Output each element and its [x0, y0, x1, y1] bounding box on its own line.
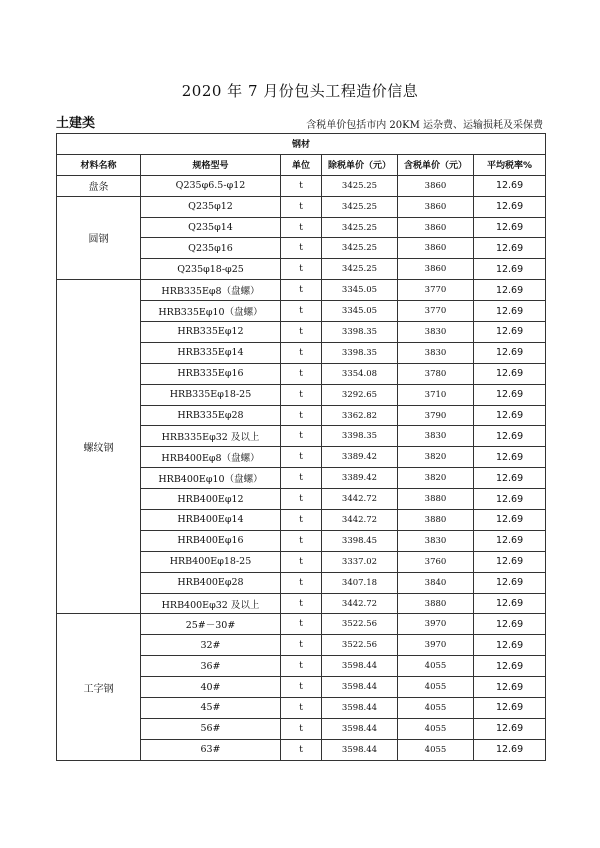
spec-cell: HRB335Eφ16 — [141, 363, 281, 384]
unit-cell: t — [281, 363, 322, 384]
price-ex-tax-cell: 3398.35 — [322, 322, 398, 343]
table-row — [57, 196, 546, 217]
price-ex-tax-cell: 3362.82 — [322, 405, 398, 426]
spec-cell: 25#－30# — [141, 614, 281, 635]
price-inc-tax-cell: 3880 — [398, 593, 474, 614]
section-note: 含税单价包括市内 20KM 运杂费、运输损耗及采保费 — [306, 120, 543, 131]
price-ex-tax-cell: 3598.44 — [322, 656, 398, 677]
tax-rate-cell: 12.69 — [474, 405, 546, 426]
price-inc-tax-cell: 3880 — [398, 489, 474, 510]
unit-cell: t — [281, 656, 322, 677]
price-inc-tax-cell: 3860 — [398, 217, 474, 238]
unit-cell: t — [281, 322, 322, 343]
table-row — [57, 280, 546, 301]
tax-rate-cell: 12.69 — [474, 363, 546, 384]
price-inc-tax-cell: 3860 — [398, 196, 474, 217]
price-ex-tax-cell: 3425.25 — [322, 217, 398, 238]
price-ex-tax-cell: 3598.44 — [322, 698, 398, 719]
unit-cell: t — [281, 405, 322, 426]
table-row — [57, 175, 546, 196]
table-header-row — [57, 154, 546, 175]
page-title: 2020 年 7 月份包头工程造价信息 — [181, 82, 419, 100]
spec-cell: HRB400Eφ14 — [141, 510, 281, 531]
price-inc-tax-cell: 3820 — [398, 447, 474, 468]
unit-cell: t — [281, 217, 322, 238]
tax-rate-cell: 12.69 — [474, 426, 546, 447]
tax-rate-cell: 12.69 — [474, 280, 546, 301]
table-caption-row — [57, 134, 546, 155]
tax-rate-cell: 12.69 — [474, 175, 546, 196]
unit-cell: t — [281, 614, 322, 635]
unit-cell: t — [281, 739, 322, 760]
column-header: 材料名称 — [57, 154, 141, 175]
tax-rate-cell: 12.69 — [474, 510, 546, 531]
price-inc-tax-cell: 3820 — [398, 468, 474, 489]
unit-cell: t — [281, 301, 322, 322]
price-ex-tax-cell: 3522.56 — [322, 614, 398, 635]
price-inc-tax-cell: 3830 — [398, 530, 474, 551]
spec-cell: HRB400Eφ32 及以上 — [141, 593, 281, 614]
price-ex-tax-cell: 3522.56 — [322, 635, 398, 656]
material-name-cell: 工字钢 — [57, 614, 141, 760]
price-inc-tax-cell: 3770 — [398, 301, 474, 322]
unit-cell: t — [281, 510, 322, 531]
price-inc-tax-cell: 4055 — [398, 739, 474, 760]
unit-cell: t — [281, 677, 322, 698]
unit-cell: t — [281, 718, 322, 739]
tax-rate-cell: 12.69 — [474, 196, 546, 217]
price-ex-tax-cell: 3425.25 — [322, 259, 398, 280]
spec-cell: 45# — [141, 698, 281, 719]
spec-cell: 36# — [141, 656, 281, 677]
price-ex-tax-cell: 3598.44 — [322, 718, 398, 739]
tax-rate-cell: 12.69 — [474, 677, 546, 698]
unit-cell: t — [281, 468, 322, 489]
spec-cell: Q235φ12 — [141, 196, 281, 217]
price-inc-tax-cell: 4055 — [398, 656, 474, 677]
tax-rate-cell: 12.69 — [474, 739, 546, 760]
price-ex-tax-cell: 3292.65 — [322, 384, 398, 405]
tax-rate-cell: 12.69 — [474, 593, 546, 614]
price-inc-tax-cell: 3830 — [398, 322, 474, 343]
spec-cell: HRB400Eφ16 — [141, 530, 281, 551]
unit-cell: t — [281, 551, 322, 572]
price-ex-tax-cell: 3398.35 — [322, 342, 398, 363]
price-ex-tax-cell: 3425.25 — [322, 238, 398, 259]
spec-cell: HRB335Eφ10（盘螺） — [141, 301, 281, 322]
column-header: 平均税率% — [474, 154, 546, 175]
unit-cell: t — [281, 426, 322, 447]
price-inc-tax-cell: 3780 — [398, 363, 474, 384]
material-name-cell: 盘条 — [57, 175, 141, 196]
spec-cell: HRB335Eφ28 — [141, 405, 281, 426]
unit-cell: t — [281, 635, 322, 656]
price-inc-tax-cell: 3880 — [398, 510, 474, 531]
price-inc-tax-cell: 3830 — [398, 426, 474, 447]
table-body — [57, 175, 546, 760]
spec-cell: HRB400Eφ10（盘螺） — [141, 468, 281, 489]
tax-rate-cell: 12.69 — [474, 217, 546, 238]
price-inc-tax-cell: 4055 — [398, 677, 474, 698]
tax-rate-cell: 12.69 — [474, 635, 546, 656]
tax-rate-cell: 12.69 — [474, 238, 546, 259]
price-ex-tax-cell: 3345.05 — [322, 301, 398, 322]
spec-cell: HRB335Eφ12 — [141, 322, 281, 343]
tax-rate-cell: 12.69 — [474, 489, 546, 510]
spec-cell: 32# — [141, 635, 281, 656]
price-ex-tax-cell: 3337.02 — [322, 551, 398, 572]
spec-cell: 40# — [141, 677, 281, 698]
unit-cell: t — [281, 196, 322, 217]
price-ex-tax-cell: 3398.35 — [322, 426, 398, 447]
price-inc-tax-cell: 4055 — [398, 718, 474, 739]
price-inc-tax-cell: 3860 — [398, 175, 474, 196]
price-inc-tax-cell: 4055 — [398, 698, 474, 719]
section-label: 土建类 — [56, 116, 96, 131]
tax-rate-cell: 12.69 — [474, 698, 546, 719]
tax-rate-cell: 12.69 — [474, 468, 546, 489]
column-header: 规格型号 — [141, 154, 281, 175]
spec-cell: Q235φ18-φ25 — [141, 259, 281, 280]
unit-cell: t — [281, 572, 322, 593]
column-header: 单位 — [281, 154, 322, 175]
price-ex-tax-cell: 3442.72 — [322, 593, 398, 614]
tax-rate-cell: 12.69 — [474, 384, 546, 405]
tax-rate-cell: 12.69 — [474, 322, 546, 343]
price-ex-tax-cell: 3425.25 — [322, 196, 398, 217]
spec-cell: Q235φ14 — [141, 217, 281, 238]
price-ex-tax-cell: 3398.45 — [322, 530, 398, 551]
spec-cell: HRB400Eφ12 — [141, 489, 281, 510]
price-inc-tax-cell: 3760 — [398, 551, 474, 572]
price-inc-tax-cell: 3970 — [398, 635, 474, 656]
tax-rate-cell: 12.69 — [474, 572, 546, 593]
unit-cell: t — [281, 175, 322, 196]
spec-cell: HRB400Eφ28 — [141, 572, 281, 593]
unit-cell: t — [281, 384, 322, 405]
unit-cell: t — [281, 447, 322, 468]
unit-cell: t — [281, 259, 322, 280]
price-ex-tax-cell: 3598.44 — [322, 677, 398, 698]
price-ex-tax-cell: 3598.44 — [322, 739, 398, 760]
table-caption: 钢材 — [57, 134, 546, 155]
price-ex-tax-cell: 3354.08 — [322, 363, 398, 384]
unit-cell: t — [281, 238, 322, 259]
spec-cell: HRB335Eφ32 及以上 — [141, 426, 281, 447]
spec-cell: HRB335Eφ8（盘螺） — [141, 280, 281, 301]
price-ex-tax-cell: 3442.72 — [322, 489, 398, 510]
price-table — [56, 133, 546, 761]
tax-rate-cell: 12.69 — [474, 614, 546, 635]
tax-rate-cell: 12.69 — [474, 342, 546, 363]
material-name-cell: 圆钢 — [57, 196, 141, 280]
price-ex-tax-cell: 3442.72 — [322, 510, 398, 531]
spec-cell: Q235φ16 — [141, 238, 281, 259]
price-inc-tax-cell: 3770 — [398, 280, 474, 301]
price-inc-tax-cell: 3710 — [398, 384, 474, 405]
spec-cell: 63# — [141, 739, 281, 760]
price-inc-tax-cell: 3970 — [398, 614, 474, 635]
table-row — [57, 614, 546, 635]
unit-cell: t — [281, 280, 322, 301]
spec-cell: Q235φ6.5-φ12 — [141, 175, 281, 196]
spec-cell: HRB335Eφ18-25 — [141, 384, 281, 405]
price-inc-tax-cell: 3840 — [398, 572, 474, 593]
tax-rate-cell: 12.69 — [474, 530, 546, 551]
spec-cell: HRB400Eφ8（盘螺） — [141, 447, 281, 468]
price-ex-tax-cell: 3345.05 — [322, 280, 398, 301]
price-ex-tax-cell: 3407.18 — [322, 572, 398, 593]
tax-rate-cell: 12.69 — [474, 718, 546, 739]
price-inc-tax-cell: 3830 — [398, 342, 474, 363]
unit-cell: t — [281, 530, 322, 551]
spec-cell: HRB335Eφ14 — [141, 342, 281, 363]
spec-cell: HRB400Eφ18-25 — [141, 551, 281, 572]
unit-cell: t — [281, 698, 322, 719]
column-header: 含税单价（元） — [398, 154, 474, 175]
unit-cell: t — [281, 342, 322, 363]
price-ex-tax-cell: 3425.25 — [322, 175, 398, 196]
tax-rate-cell: 12.69 — [474, 301, 546, 322]
price-inc-tax-cell: 3860 — [398, 259, 474, 280]
column-header: 除税单价（元） — [322, 154, 398, 175]
tax-rate-cell: 12.69 — [474, 656, 546, 677]
tax-rate-cell: 12.69 — [474, 447, 546, 468]
price-ex-tax-cell: 3389.42 — [322, 468, 398, 489]
unit-cell: t — [281, 593, 322, 614]
price-inc-tax-cell: 3860 — [398, 238, 474, 259]
tax-rate-cell: 12.69 — [474, 259, 546, 280]
price-ex-tax-cell: 3389.42 — [322, 447, 398, 468]
tax-rate-cell: 12.69 — [474, 551, 546, 572]
material-name-cell: 螺纹钢 — [57, 280, 141, 614]
unit-cell: t — [281, 489, 322, 510]
price-inc-tax-cell: 3790 — [398, 405, 474, 426]
spec-cell: 56# — [141, 718, 281, 739]
